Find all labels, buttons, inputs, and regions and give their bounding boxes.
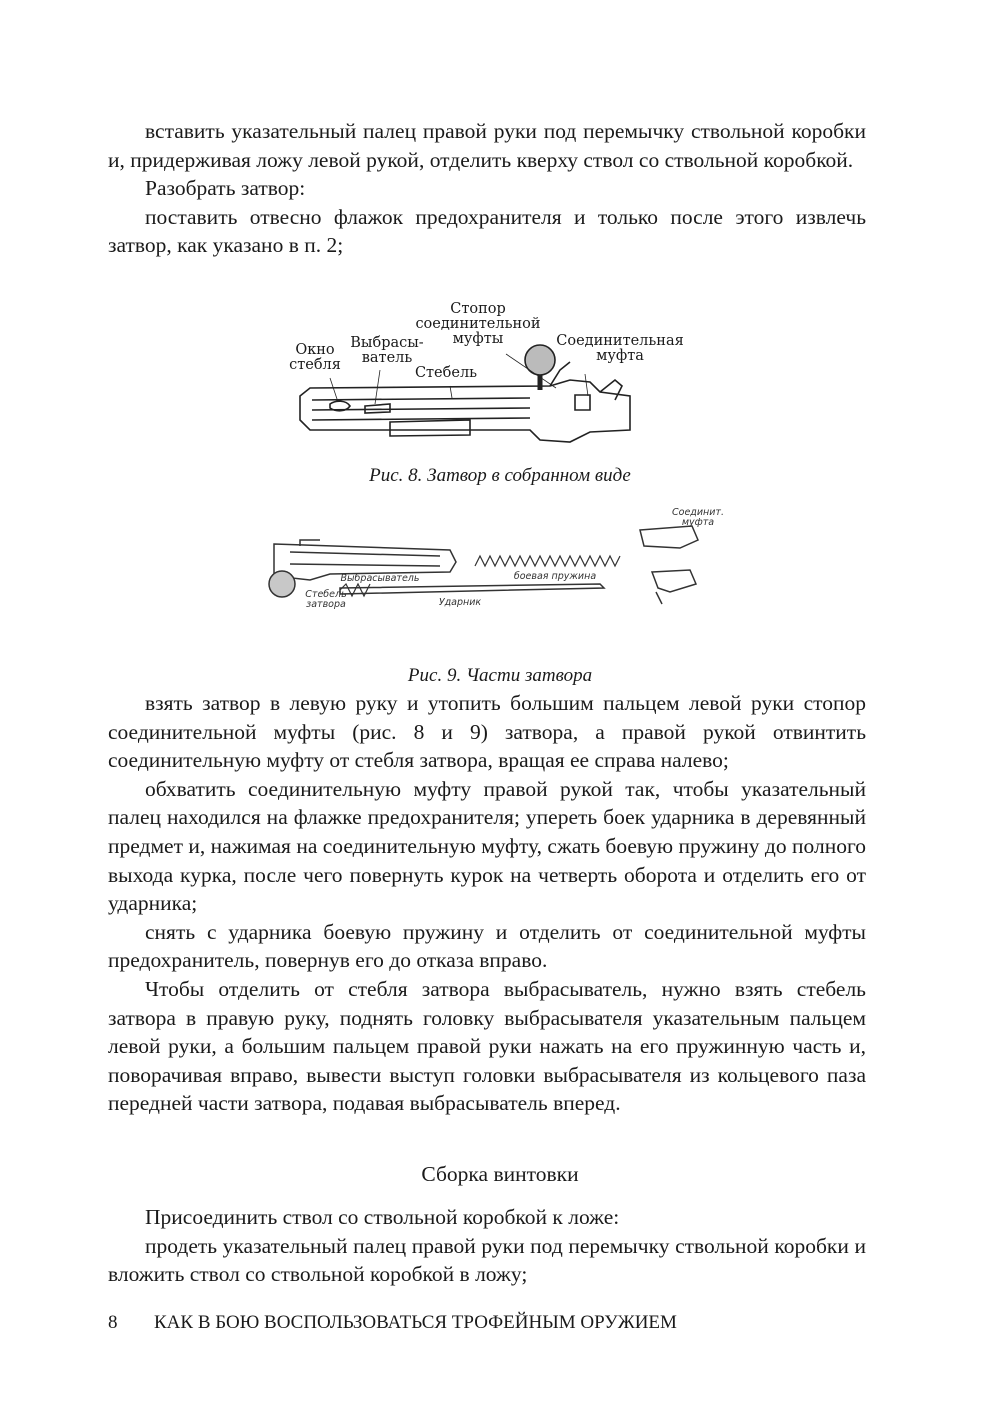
label-extractor: Выбрасы- ватель <box>350 335 424 366</box>
paragraph: Присоединить ствол со ствольной коробкой к ложе: <box>145 1205 620 1229</box>
bolt-parts-drawing <box>260 500 730 660</box>
paragraph: обхватить соединительную муфту правой рукой так, чтобы указательный палец находился на флажке предохранителя; упереть боек ударника в деревянный предмет и, нажимая на соединительную муфту, сжать боевую пружину до полного выхода курка, после чего повернуть курок на четверть оборота и отделить его от ударника; <box>108 776 866 916</box>
text-block-3 <box>108 1203 866 1289</box>
figure-9 <box>260 500 730 660</box>
label-coupling-stop: Стопор соединительной муфты <box>415 301 541 347</box>
label-extractor-parts: Выбрасыватель <box>340 573 420 584</box>
label-mainspring: боевая пружина <box>513 571 597 582</box>
section-heading: Сборка винтовки <box>421 1162 579 1186</box>
paragraph: взять затвор в левую руку и утопить большим пальцем левой руки стопор соединительной муфты (рис. 8 и 9) затвора, а правой рукой отвинтить соединительную муфту от стебля затвора, вращая ее справа налево; <box>108 691 866 773</box>
label-firing-pin: Ударник <box>438 597 482 608</box>
label-stem: Стебель <box>414 365 478 381</box>
label-stem-parts: Стебель затвора <box>305 589 347 610</box>
paragraph: снять с ударника боевую пружину и отделить от соединительной муфты предохранитель, повернув его до отказа вправо. <box>108 919 866 973</box>
page-footer <box>108 1312 677 1334</box>
figure-8-caption: Рис. 8. Затвор в собранном виде <box>369 465 631 486</box>
paragraph: поставить отвесно флажок предохранителя и только после этого извлечь затвор, как указано в п. 2; <box>108 204 866 258</box>
figure-8 <box>270 300 710 460</box>
paragraph: продеть указательный палец правой руки под перемычку ствольной коробки и вложить ствол со ствольной коробкой в ложу; <box>108 1233 866 1287</box>
label-coupling: Соединительная муфта <box>556 333 684 364</box>
paragraph: Разобрать затвор: <box>145 176 306 201</box>
figure-9-caption: Рис. 9. Части затвора <box>407 665 593 686</box>
label-coupling-parts: Соединит. муфта <box>672 507 724 528</box>
paragraph: Чтобы отделить от стебля затвора выбрасыватель, нужно взять стебель затвора в правую руку, поднять головку выбрасывателя указательным пальцем левой руки, а большим пальцем правой руки нажать на его пружинную часть и, поворачивая вправо, вывести выступ головки выбрасывателя из кольцевого паза передней части затвора, подавая выбрасыватель вперед. <box>108 976 866 1116</box>
paragraph: вставить указательный палец правой руки под перемычку ствольной коробки и, придерживая ложу левой рукой, отделить кверху ствол со ствольной коробкой. <box>108 119 866 172</box>
page-number: 8 <box>108 1312 118 1333</box>
text-block-2 <box>108 689 866 1118</box>
text-block-1 <box>108 117 866 260</box>
label-window: Окно стебля <box>289 342 341 373</box>
running-title: КАК В БОЮ ВОСПОЛЬЗОВАТЬСЯ ТРОФЕЙНЫМ ОРУЖИЕМ <box>154 1312 677 1333</box>
